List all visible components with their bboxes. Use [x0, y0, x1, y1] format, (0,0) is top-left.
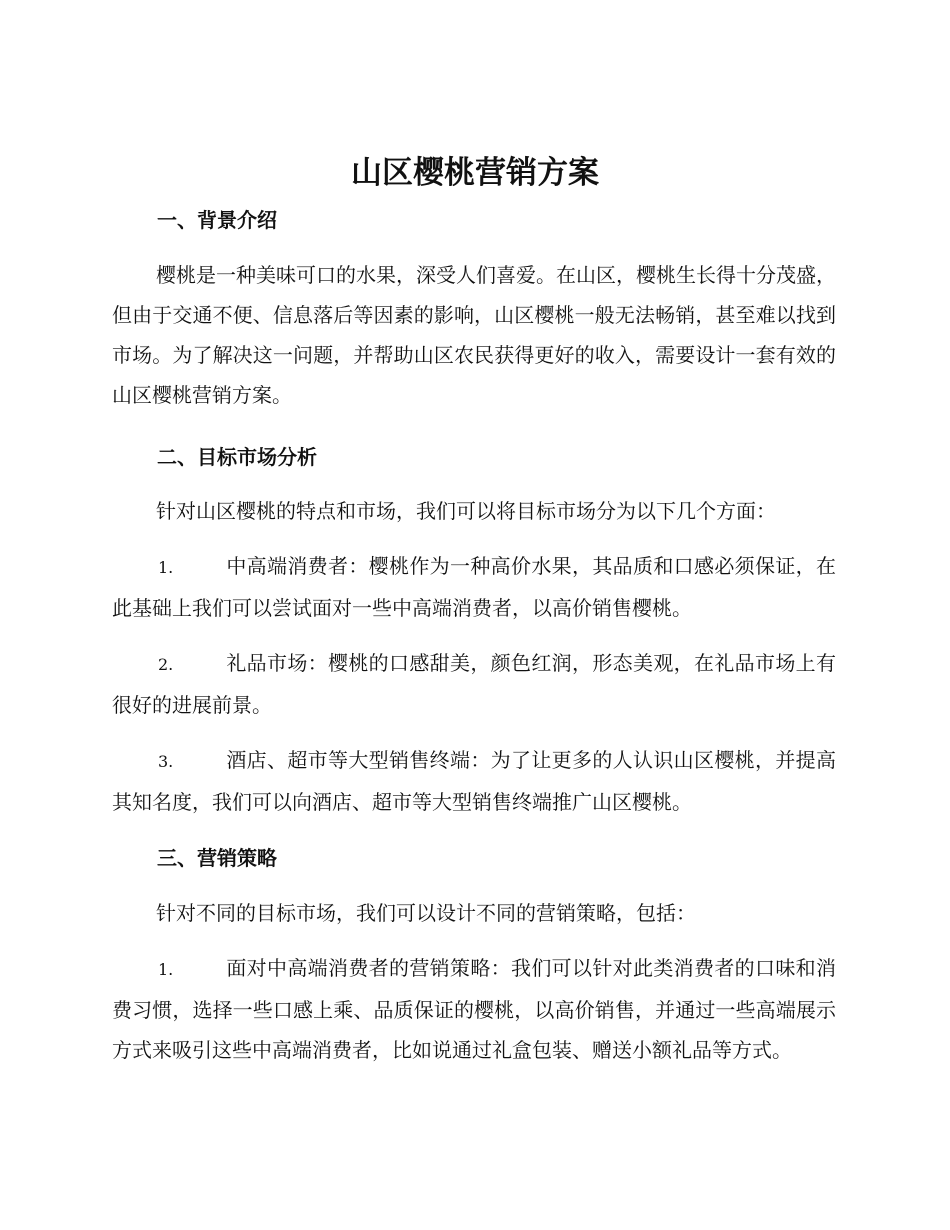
section-heading-target-market: 二、目标市场分析	[157, 445, 317, 469]
list-item-number: 1.	[158, 960, 174, 979]
marketing-strategy-intro: 针对不同的目标市场，我们可以设计不同的营销策略，包括：	[156, 901, 696, 925]
background-paragraph: 樱桃是一种美味可口的水果，深受人们喜爱。在山区，樱桃生长得十分茂盛，但由于交通不便、信息落后等因素的影响，山区樱桃一般无法畅销，甚至难以找到市场。为了解决这一问题，并帮助山区农民获得更好的收入，需要设计一套有效的山区樱桃营销方案。	[112, 263, 836, 407]
list-item	[112, 546, 836, 628]
section-heading-background: 一、背景介绍	[157, 208, 277, 232]
section-heading-marketing-strategy: 三、营销策略	[157, 846, 277, 870]
list-item-number: 3.	[158, 752, 174, 771]
list-item	[112, 948, 836, 1070]
list-item-text: 面对中高端消费者的营销策略：我们可以针对此类消费者的口味和消费习惯，选择一些口感上乘、品质保证的樱桃，以高价销售，并通过一些高端展示方式来吸引这些中高端消费者，比如说通过礼盒包装、赠送小额礼品等方式。	[112, 956, 836, 1062]
target-market-intro: 针对山区樱桃的特点和市场，我们可以将目标市场分为以下几个方面：	[156, 499, 776, 523]
list-item	[112, 643, 836, 725]
list-item-number: 1.	[158, 558, 174, 577]
document-title: 山区樱桃营销方案	[351, 155, 599, 191]
list-item	[112, 740, 836, 822]
list-item-number: 2.	[158, 655, 174, 674]
list-item-text: 中高端消费者：樱桃作为一种高价水果，其品质和口感必须保证，在此基础上我们可以尝试面对一些中高端消费者，以高价销售樱桃。	[112, 554, 836, 620]
list-item-text: 礼品市场：樱桃的口感甜美，颜色红润，形态美观，在礼品市场上有很好的进展前景。	[112, 651, 836, 717]
list-item-text: 酒店、超市等大型销售终端：为了让更多的人认识山区樱桃，并提高其知名度，我们可以向酒店、超市等大型销售终端推广山区樱桃。	[112, 748, 836, 814]
